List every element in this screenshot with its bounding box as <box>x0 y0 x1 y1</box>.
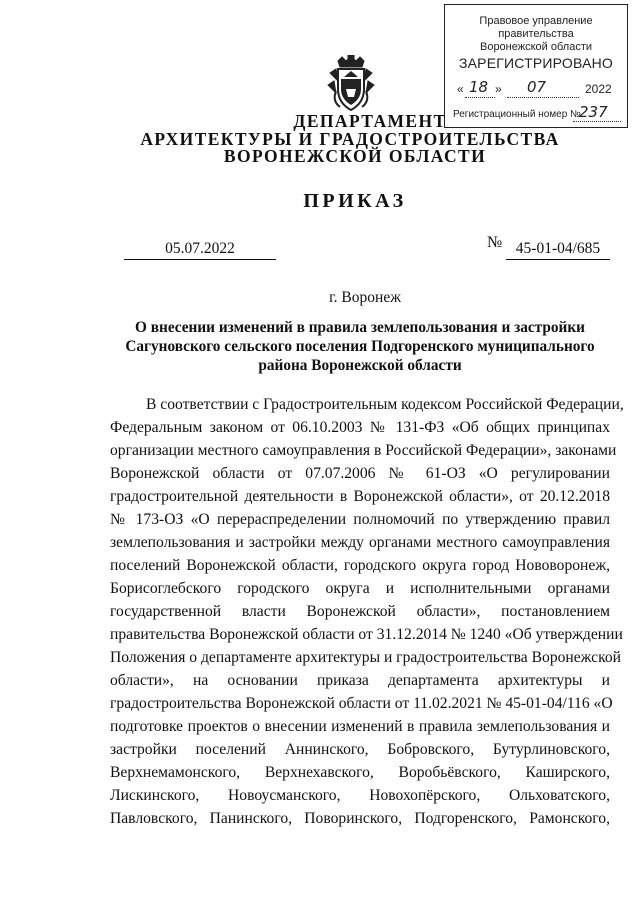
stamp-reg-number: 237 <box>579 103 608 121</box>
body-line: № 173-ОЗ «О перераспределении полномочий по утверждению правил <box>110 511 610 528</box>
stamp-year: 2022 <box>585 82 612 96</box>
stamp-reg-label: Регистрационный номер № <box>453 109 581 120</box>
body-line: Борисоглебского городского округа и исполнительными органами <box>110 580 610 597</box>
department-name-line2: АРХИТЕКТУРЫ И ГРАДОСТРОИТЕЛЬСТВА <box>140 129 560 149</box>
body-line: государственной власти Воронежской области», постановлением <box>110 603 610 620</box>
body-line: правительства Воронежской области от 31.12.2014 № 1240 «Об утверждении <box>110 626 623 643</box>
voronezh-coat-of-arms-icon <box>326 55 376 113</box>
order-number: 45-01-04/685 <box>506 239 610 260</box>
body-line: Положения о департаменте архитектуры и градостроительства Воронежской <box>110 649 622 666</box>
order-subject <box>110 318 610 375</box>
stamp-day-underline <box>465 97 495 98</box>
body-line: организации местного самоуправления в Российской Федерации», законами <box>110 442 617 459</box>
subject-line: О внесении изменений в правила землепользования и застройки <box>135 319 585 336</box>
stamp-registered-label: ЗАРЕГИСТРИРОВАНО <box>458 55 614 71</box>
body-line: подготовке проектов о внесении изменений в правила землепользования и <box>110 718 610 735</box>
stamp-month-underline <box>507 97 579 98</box>
body-line: Верхнемамонского, Верхнехавского, Воробьёвского, Каширского, <box>110 764 610 781</box>
body-line: области», на основании приказа департамента архитектуры и <box>110 672 610 689</box>
body-line: В соответствии с Градостроительным кодексом Российской Федерации, <box>146 396 624 413</box>
body-line: Воронежской области от 07.07.2006 № 61-ОЗ «О регулировании <box>110 465 610 482</box>
body-line: застройки поселений Аннинского, Бобровского, Бутурлиновского, <box>110 741 610 758</box>
body-line: поселений Воронежской области, городского округа город Нововоронеж, <box>110 557 610 574</box>
body-line: градостроительства Воронежской области от 11.02.2021 № 45-01-04/116 «О <box>110 695 613 712</box>
stamp-quote-close: » <box>495 82 502 96</box>
body-line: Федеральным законом от 06.10.2003 № 131-ФЗ «Об общих принципах <box>110 419 610 436</box>
body-line: Павловского, Панинского, Поворинского, Подгоренского, Рамонского, <box>110 810 610 827</box>
stamp-date <box>457 78 619 99</box>
department-name-line1: ДЕПАРТАМЕНТ <box>293 111 447 131</box>
document-title: ПРИКАЗ <box>303 190 407 212</box>
order-number-label: № <box>487 234 503 251</box>
body-line: градостроительной деятельности в Воронежской области», от 20.12.2018 <box>110 488 610 505</box>
department-name-line3: ВОРОНЕЖСКОЙ ОБЛАСТИ <box>223 146 487 166</box>
subject-line: района Воронежской области <box>258 357 462 374</box>
body-line: Лискинского, Новоусманского, Новохопёрского, Ольховатского, <box>110 787 610 804</box>
order-date: 05.07.2022 <box>124 239 276 260</box>
stamp-org-line2: Воронежской области <box>479 41 592 53</box>
subject-line: Сагуновского сельского поселения Подгоренского муниципального <box>125 338 595 355</box>
stamp-month: 07 <box>527 78 547 96</box>
stamp-day: 18 <box>469 78 489 96</box>
stamp-org-line1: Правовое управление правительства <box>479 15 593 40</box>
order-city: г. Воронеж <box>329 289 401 306</box>
stamp-organization <box>445 15 627 54</box>
stamp-quote-open: « <box>457 82 464 96</box>
body-line: землепользования и застройки между органами местного самоуправления <box>110 534 610 551</box>
